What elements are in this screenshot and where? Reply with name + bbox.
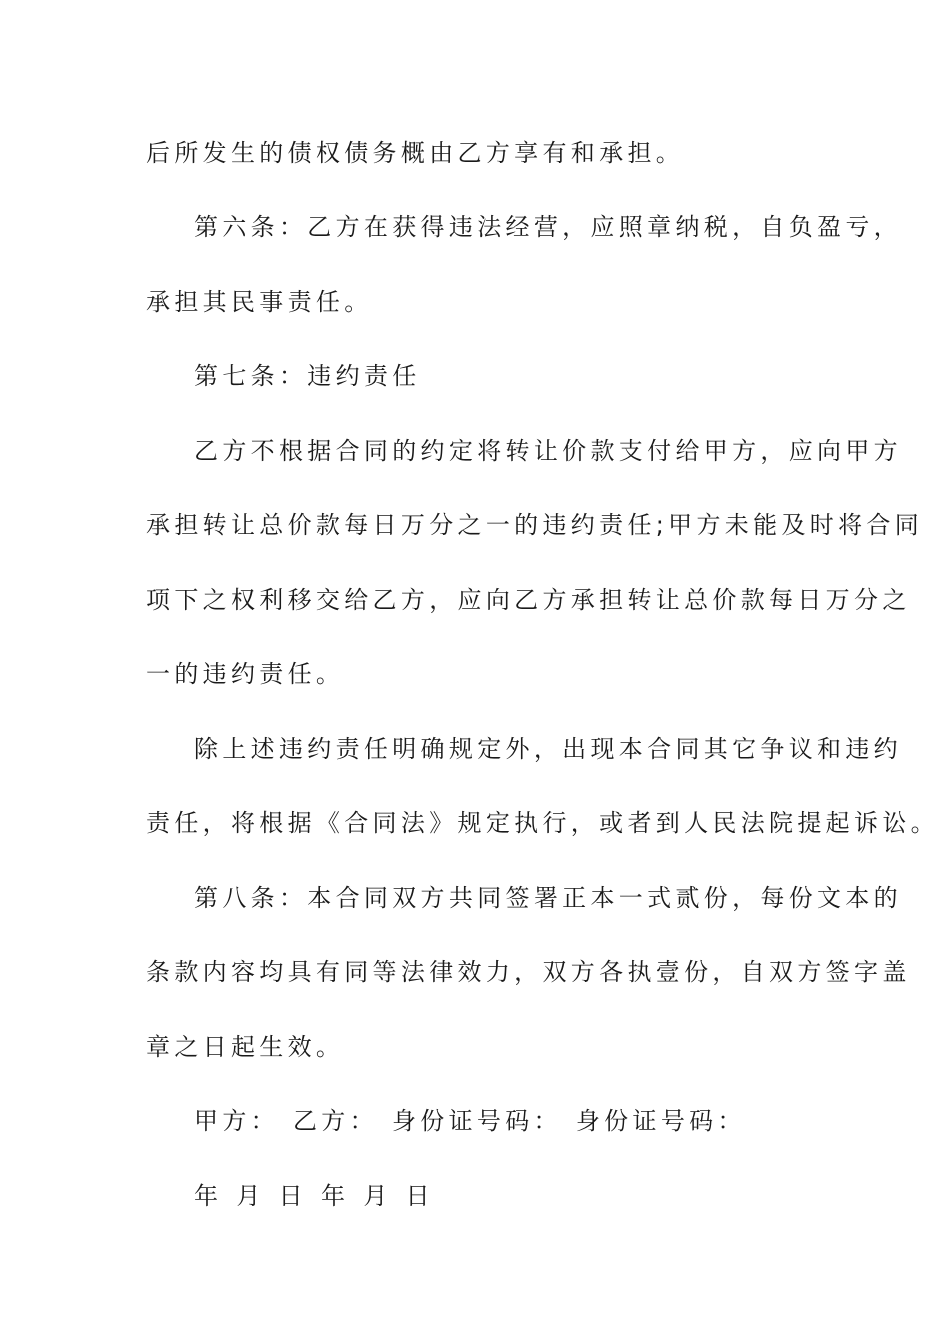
paragraph-line: 除上述违约责任明确规定外，出现本合同其它争议和违约 [194,735,902,763]
year-a-label: 年 [194,1182,223,1210]
id-number-a-label: 身份证号码： [391,1107,562,1135]
paragraph-line: 第八条：本合同双方共同签署正本一式贰份，每份文本的 [194,884,902,912]
year-b-label: 年 [320,1182,350,1210]
date-line [194,1181,864,1211]
paragraph-line: 章之日起生效。 [146,1033,345,1061]
month-a-label: 月 [236,1182,265,1210]
id-number-b-label: 身份证号码： [575,1107,746,1135]
paragraph-line: 第六条：乙方在获得违法经营，应照章纳税，自负盈亏， [194,213,902,241]
paragraph-line: 承担转让总价款每日万分之一的违约责任;甲方未能及时将合同 [146,511,924,539]
paragraph-line: 承担其民事责任。 [146,288,373,316]
paragraph-line: 条款内容均具有同等法律效力，双方各执壹份，自双方签字盖 [146,958,911,986]
paragraph-line: 乙方不根据合同的约定将转让价款支付给甲方，应向甲方 [194,437,902,465]
month-b-label: 月 [363,1182,392,1210]
paragraph-line: 项下之权利移交给乙方，应向乙方承担转让总价款每日万分之 [146,586,911,614]
signature-line [194,1106,864,1136]
paragraph-line: 后所发生的债权债务概由乙方享有和承担。 [146,139,685,167]
day-b-label: 日 [405,1182,434,1210]
section-heading: 第七条：违约责任 [194,362,421,390]
party-b-label: 乙方： [292,1107,378,1135]
paragraph-line: 一的违约责任。 [146,660,345,688]
party-a-label: 甲方： [194,1107,279,1135]
paragraph-line: 责任，将根据《合同法》规定执行，或者到人民法院提起诉讼。 [146,809,939,837]
day-a-label: 日 [278,1182,307,1210]
